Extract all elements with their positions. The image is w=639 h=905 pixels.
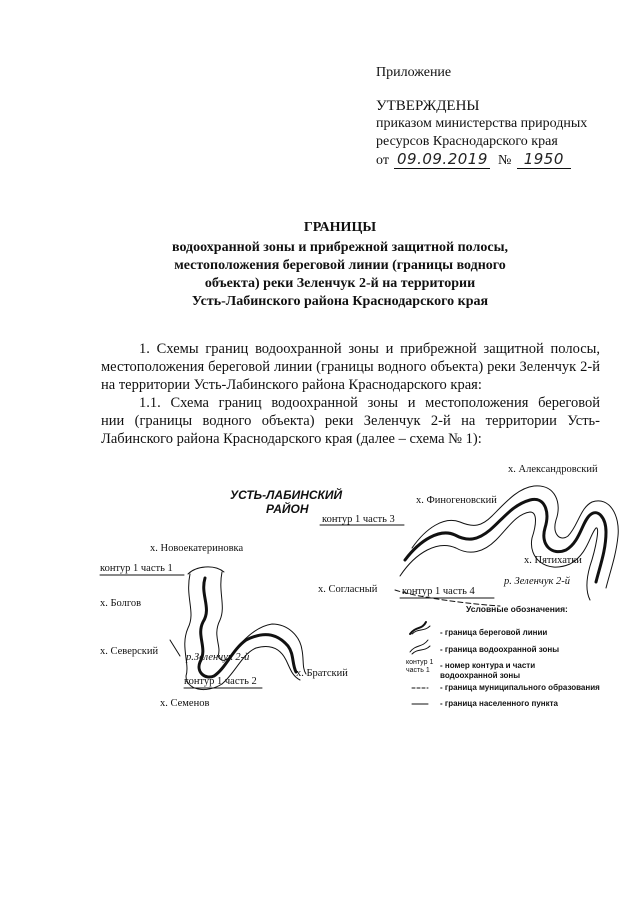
legend-shoreline: - граница береговой линии <box>440 628 548 637</box>
shoreline-right <box>405 499 606 582</box>
district-name-line-1: УСТЬ-ЛАБИНСКИЙ <box>230 488 343 502</box>
contour-1-part-3: контур 1 часть 3 <box>322 514 395 525</box>
paragraph-1-line-2: местоположения береговой линии (границы водного объекта) реки Зеленчук 2-й <box>101 359 600 375</box>
title-line-1: ГРАНИЦЫ <box>303 220 377 235</box>
number-prefix: № <box>497 153 512 168</box>
legend-contour-sample-2: часть 1 <box>406 667 430 674</box>
contour-1-part-1: контур 1 часть 1 <box>100 563 173 574</box>
settlement-pyatikhatki: х. Пятихатки <box>524 555 582 566</box>
settlement-novoekaterinovka: х. Новоекатериновка <box>150 543 244 554</box>
approval-line-1: приказом министерства природных <box>376 116 588 131</box>
legend-municipal: - граница муниципального образования <box>440 683 600 692</box>
settlement-seversky: х. Северский <box>100 646 159 657</box>
contour-1-part-2: контур 1 часть 2 <box>184 676 257 687</box>
contour-1-part-4: контур 1 часть 4 <box>402 586 475 597</box>
settlement-soglasny: х. Согласный <box>318 584 378 595</box>
approved-heading: УТВЕРЖДЕНЫ <box>376 98 480 114</box>
from-prefix: от <box>376 153 389 168</box>
handwritten-number: 1950 <box>517 150 571 169</box>
appendix-label: Приложение <box>376 65 452 80</box>
handwritten-date: 09.09.2019 <box>394 150 490 169</box>
title-line-3: местоположения береговой линии (границы водного <box>174 258 506 273</box>
paragraph-1-line-3: на территории Усть-Лабинского района Краснодарского края: <box>101 377 482 393</box>
legend-title: Условные обозначения: <box>466 604 568 614</box>
paragraph-2-line-2: нии (границы водного объекта) реки Зеленчук 2-й на территории Усть- <box>101 413 600 429</box>
legend-contour-sample <box>406 659 433 675</box>
river-label-right: р. Зеленчук 2-й <box>504 576 571 587</box>
title-line-5: Усть-Лабинского района Краснодарского края <box>191 294 489 309</box>
legend-shoreline-symbol <box>410 622 426 634</box>
district-name-line-2: РАЙОН <box>266 502 309 516</box>
paragraph-1-line-1: 1. Схемы границ водоохранной зоны и прибрежной защитной полосы, <box>139 341 600 357</box>
paragraph-2-line-3: Лабинского района Краснодарского края (далее – схема № 1): <box>101 431 482 447</box>
settlement-aleksandrovsky: х. Александровский <box>508 464 598 475</box>
settlement-finogenovsky: х. Финогеновский <box>416 495 497 506</box>
settlement-bratsky: х. Братский <box>296 668 348 679</box>
legend-contour-number: - номер контура и части водоохранной зоны <box>440 661 536 680</box>
legend-settlement: - граница населенного пункта <box>440 699 558 708</box>
water-zone-left-top <box>188 567 224 574</box>
legend-contour-sample-1: контур 1 <box>406 659 434 666</box>
settlement-bolgov: х. Болгов <box>100 598 142 609</box>
paragraph-2-line-1: 1.1. Схема границ водоохранной зоны и местоположения береговой <box>139 395 600 411</box>
settlement-semenov: х. Семенов <box>160 698 210 709</box>
legend-water-zone: - граница водоохранной зоны <box>440 645 560 654</box>
river-label-left: р.Зеленчук 2-й <box>186 652 250 663</box>
approval-line-2: ресурсов Краснодарского края <box>376 134 558 149</box>
title-line-4: объекта) реки Зеленчук 2-й на территории <box>204 276 476 291</box>
title-line-2: водоохранной зоны и прибрежной защитной полосы, <box>172 240 508 255</box>
